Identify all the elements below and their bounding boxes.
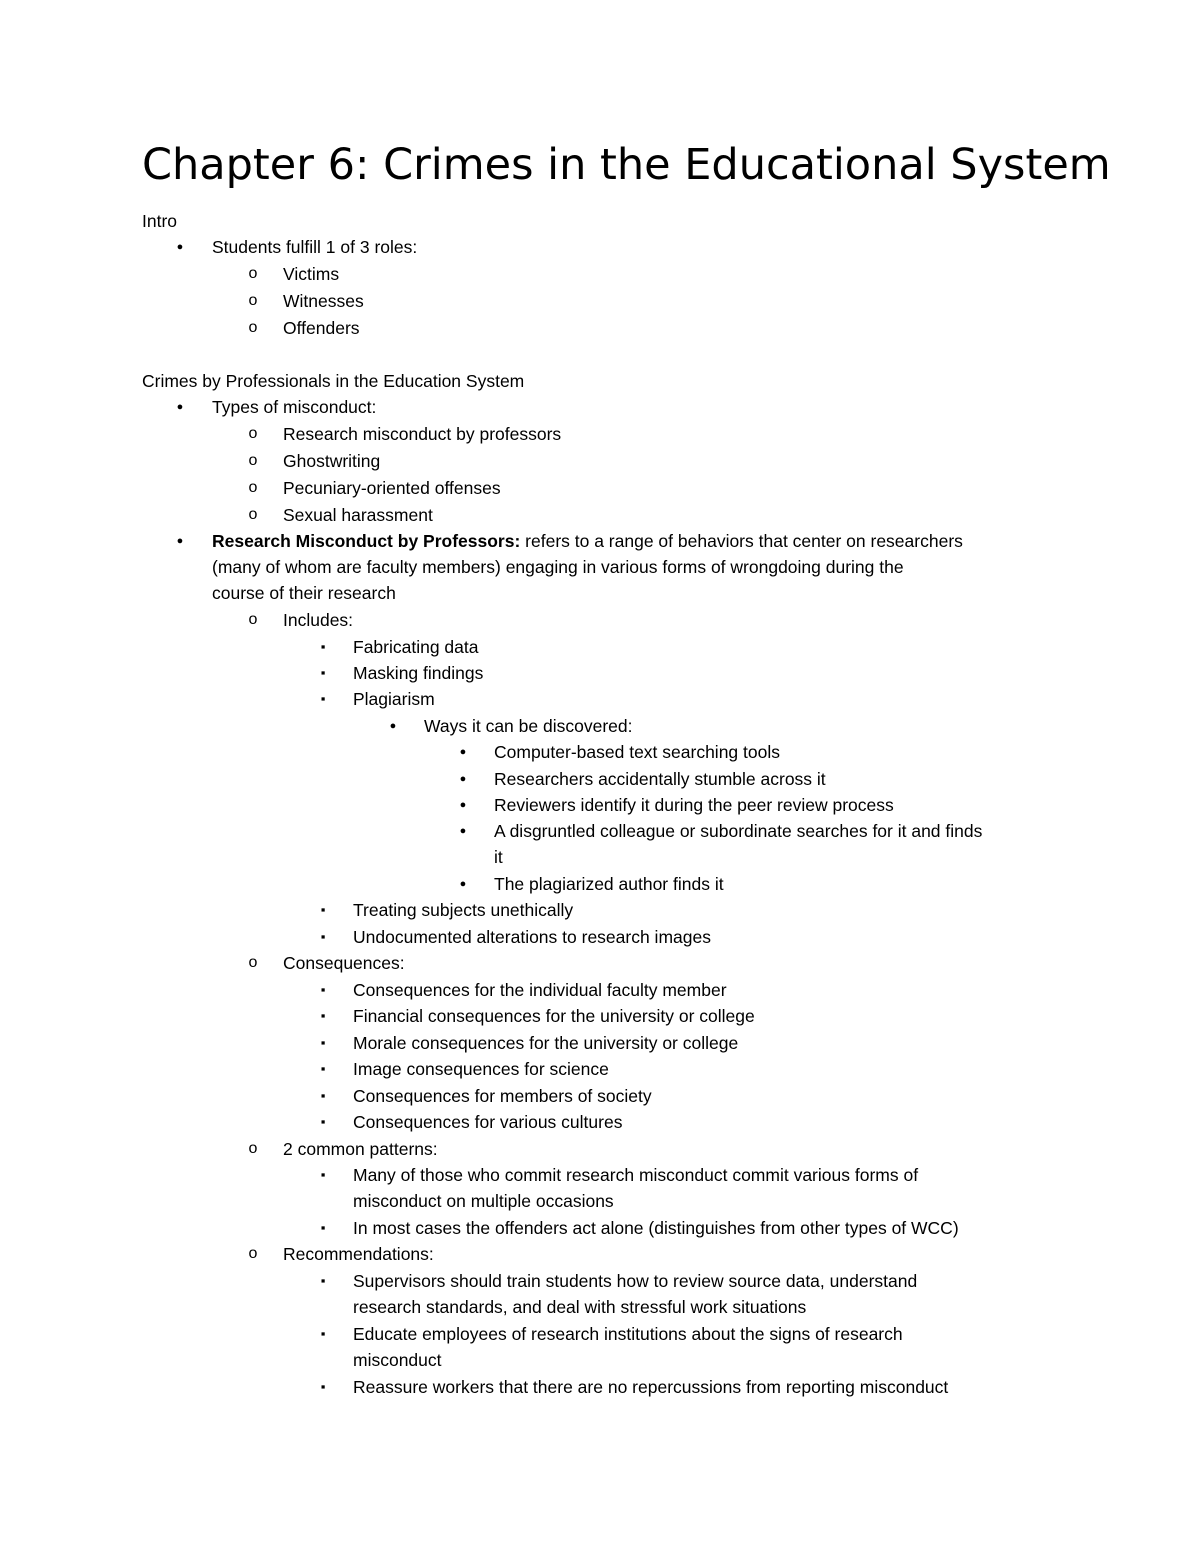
bullet-square-icon: [313, 660, 333, 689]
section-label-professionals: Crimes by Professionals in the Education System: [142, 371, 525, 391]
list-item: Research misconduct by professors: [283, 424, 562, 444]
bullet-square-icon: [313, 1215, 333, 1244]
list-item: Masking findings: [353, 663, 484, 683]
list-item: Students fulfill 1 of 3 roles:: [212, 237, 418, 257]
bullet-square-icon: [313, 1030, 333, 1059]
section-label-intro: Intro: [142, 211, 178, 231]
definition-line: [212, 528, 963, 555]
list-item-continuation: misconduct: [353, 1350, 442, 1370]
list-item-continuation: it: [494, 847, 503, 867]
list-item: Financial consequences for the university or college: [353, 1006, 755, 1026]
list-item-continuation: research standards, and deal with stressful work situations: [353, 1297, 807, 1317]
list-item: Consequences for the individual faculty member: [353, 980, 727, 1000]
list-item: Morale consequences for the university or college: [353, 1033, 739, 1053]
bullet-circle-icon: [243, 288, 263, 317]
list-item: Recommendations:: [283, 1244, 434, 1264]
list-item: Treating subjects unethically: [353, 900, 574, 920]
bullet-dot-icon: [170, 394, 190, 424]
bullet-circle-icon: [243, 950, 263, 979]
definition-text: refers to a range of behaviors that center on researchers: [520, 531, 963, 551]
list-item: Researchers accidentally stumble across it: [494, 769, 826, 789]
bullet-circle-icon: [243, 607, 263, 636]
definition-term: Research Misconduct by Professors:: [212, 531, 521, 551]
list-item: 2 common patterns:: [283, 1139, 438, 1159]
bullet-circle-icon: [243, 421, 263, 450]
bullet-square-icon: [313, 897, 333, 926]
bullet-circle-icon: [243, 1136, 263, 1165]
bullet-square-icon: [313, 1268, 333, 1297]
list-item: Ways it can be discovered:: [424, 716, 633, 736]
definition-text: (many of whom are faculty members) engaging in various forms of wrongdoing during the: [212, 557, 904, 577]
list-item: Plagiarism: [353, 689, 435, 709]
bullet-square-icon: [313, 634, 333, 663]
list-item-continuation: misconduct on multiple occasions: [353, 1191, 614, 1211]
list-item: Supervisors should train students how to review source data, understand: [353, 1271, 918, 1291]
bullet-square-icon: [313, 977, 333, 1006]
definition-text: course of their research: [212, 583, 396, 603]
bullet-circle-icon: [243, 315, 263, 344]
list-item: Victims: [283, 264, 340, 284]
list-item: Consequences:: [283, 953, 405, 973]
bullet-square-icon: [313, 686, 333, 715]
list-item: In most cases the offenders act alone (distinguishes from other types of WCC): [353, 1218, 959, 1238]
bullet-dot-icon: [453, 818, 473, 848]
bullet-dot-icon: [170, 528, 190, 558]
bullet-dot-icon: [453, 739, 473, 769]
list-item: Image consequences for science: [353, 1059, 609, 1079]
list-item: Witnesses: [283, 291, 364, 311]
page-title: Chapter 6: Crimes in the Educational System: [142, 140, 1111, 190]
list-item: Ghostwriting: [283, 451, 381, 471]
list-item: Consequences for members of society: [353, 1086, 652, 1106]
bullet-square-icon: [313, 1321, 333, 1350]
bullet-dot-icon: [383, 713, 403, 743]
bullet-circle-icon: [243, 502, 263, 531]
list-item: Types of misconduct:: [212, 397, 377, 417]
bullet-circle-icon: [243, 1241, 263, 1270]
list-item: Pecuniary-oriented offenses: [283, 478, 501, 498]
bullet-square-icon: [313, 1083, 333, 1112]
list-item: Offenders: [283, 318, 360, 338]
bullet-square-icon: [313, 1056, 333, 1085]
bullet-circle-icon: [243, 448, 263, 477]
list-item: Reassure workers that there are no repercussions from reporting misconduct: [353, 1377, 949, 1397]
bullet-dot-icon: [170, 234, 190, 264]
list-item: Sexual harassment: [283, 505, 433, 525]
list-item: A disgruntled colleague or subordinate searches for it and finds: [494, 821, 983, 841]
bullet-circle-icon: [243, 261, 263, 290]
list-item: The plagiarized author finds it: [494, 874, 724, 894]
list-item: Consequences for various cultures: [353, 1112, 623, 1132]
list-item: Educate employees of research institutions about the signs of research: [353, 1324, 903, 1344]
list-item: Many of those who commit research misconduct commit various forms of: [353, 1165, 919, 1185]
list-item: Fabricating data: [353, 637, 479, 657]
bullet-square-icon: [313, 1003, 333, 1032]
list-item: Reviewers identify it during the peer review process: [494, 795, 894, 815]
bullet-square-icon: [313, 924, 333, 953]
bullet-square-icon: [313, 1109, 333, 1138]
list-item: Includes:: [283, 610, 354, 630]
bullet-circle-icon: [243, 475, 263, 504]
list-item: Undocumented alterations to research images: [353, 927, 711, 947]
list-item: Computer-based text searching tools: [494, 742, 780, 762]
bullet-square-icon: [313, 1162, 333, 1191]
bullet-square-icon: [313, 1374, 333, 1403]
